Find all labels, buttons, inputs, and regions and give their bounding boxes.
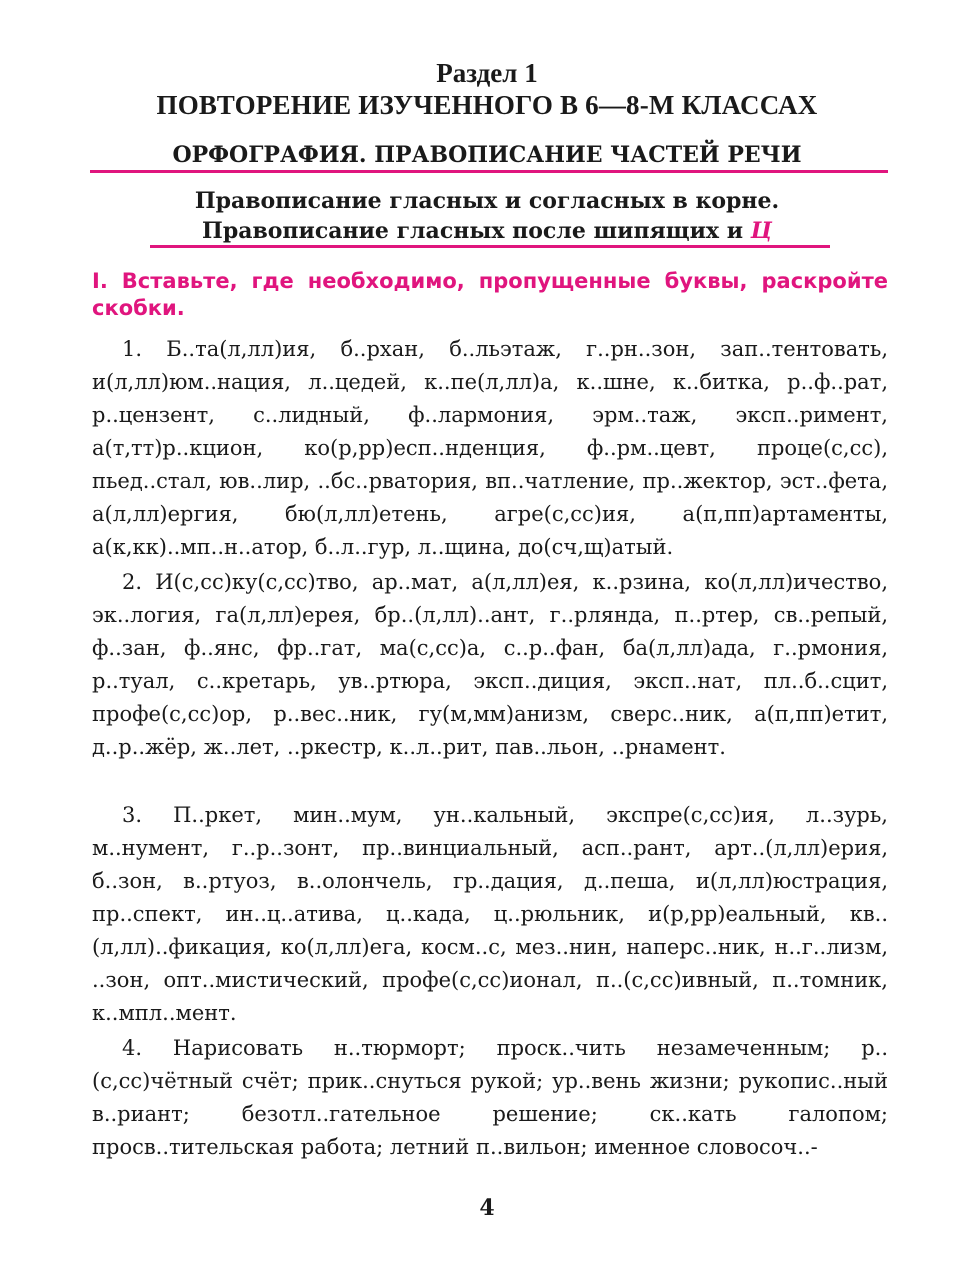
section-number: Раздел 1: [436, 58, 538, 88]
subsection-underline: [90, 170, 888, 173]
topic-highlight-letter: Ц: [750, 218, 772, 244]
topic-title-line1: Правописание гласных и согласных в корне.: [194, 188, 780, 214]
task-instruction: I. Вставьте, где необходимо, пропущенные буквы, раскройте скобки.: [92, 269, 888, 320]
section-title: ПОВТОРЕНИЕ ИЗУЧЕННОГО В 6—8-М КЛАССАХ: [156, 90, 818, 120]
subsection-title: ОРФОГРАФИЯ. ПРАВОПИСАНИЕ ЧАСТЕЙ РЕЧИ: [172, 142, 802, 168]
topic-underline: [150, 245, 830, 248]
topic-title-line2-text: Правописание гласных после шипящих и: [202, 218, 751, 244]
page-number: 4: [479, 1195, 495, 1221]
exercise-paragraph-3: 3. П..ркет, мин..мум, ун..кальный, экспре(с,сс)ия, л..зурь, м..нумент, г..р..зонт, пр..винциальный, асп..рант, арт..(л,лл)ерия, б..зон, в..ртуоз, в..олончель, гр..дация, д..пеша, и(л,лл)юстрация, пр..спект, ин..ц..атива, ц..када, ц..рюльник, и(р,рр)еальный, кв..(л,лл)..фикация, ко(л,лл)ега, косм..с, мез..нин, наперс..ник, н..г..лизм, ..зон, опт..мистический, профе(с,сс)ионал, п..(с,сс)ивный, п..томник, к..мпл..мент.: [92, 803, 888, 1025]
exercise-paragraph-1: 1. Б..та(л,лл)ия, б..рхан, б..льэтаж, г..рн..зон, зап..тентовать, и(л,лл)юм..нация, л..цедей, к..пе(л,лл)а, к..шне, к..битка, р..ф..рат, р..цензент, с..лидный, ф..лармония, эрм..таж, эксп..римент, а(т,тт)р..кцион, ко(р,рр)есп..нденция, ф..рм..цевт, проце(с,сс), пьед..стал, юв..лир, ..бс..рватория, вп..чатление, пр..жектор, эст..фета, а(л,лл)ергия, бю(л,лл)етень, агре(с,сс)ия, а(п,пп)артаменты, а(к,кк)..мп..н..атор, б..л..гур, л..щина, до(сч,щ)атый.: [92, 337, 888, 559]
exercise-paragraph-4: 4. Нарисовать н..тюрморт; проск..чить незамеченным; р..(с,сс)чётный счёт; прик..снуться рукой; ур..вень жизни; рукопис..ный в..риант; безотл..гательное решение; ск..кать галопом; просв..тительская работа; летний п..вильон; именное словосоч..-: [92, 1036, 888, 1159]
topic-title-line2: [0, 218, 974, 244]
exercise-paragraph-2: 2. И(с,сс)ку(с,сс)тво, ар..мат, а(л,лл)ея, к..рзина, ко(л,лл)ичество, эк..логия, га(л,лл)ерея, бр..(л,лл)..ант, г..рлянда, п..ртер, св..репый, ф..зан, ф..янс, фр..гат, ма(с,сс)а, с..р..фан, ба(л,лл)ада, г..рмония, р..туал, с..кретарь, ув..ртюра, эксп..диция, эксп..нат, пл..б..сцит, профе(с,сс)ор, р..вес..ник, гу(м,мм)анизм, сверс..ник, а(п,пп)етит, д..р..жёр, ж..лет, ..ркестр, к..л..рит, пав..льон, ..рнамент.: [92, 570, 888, 759]
